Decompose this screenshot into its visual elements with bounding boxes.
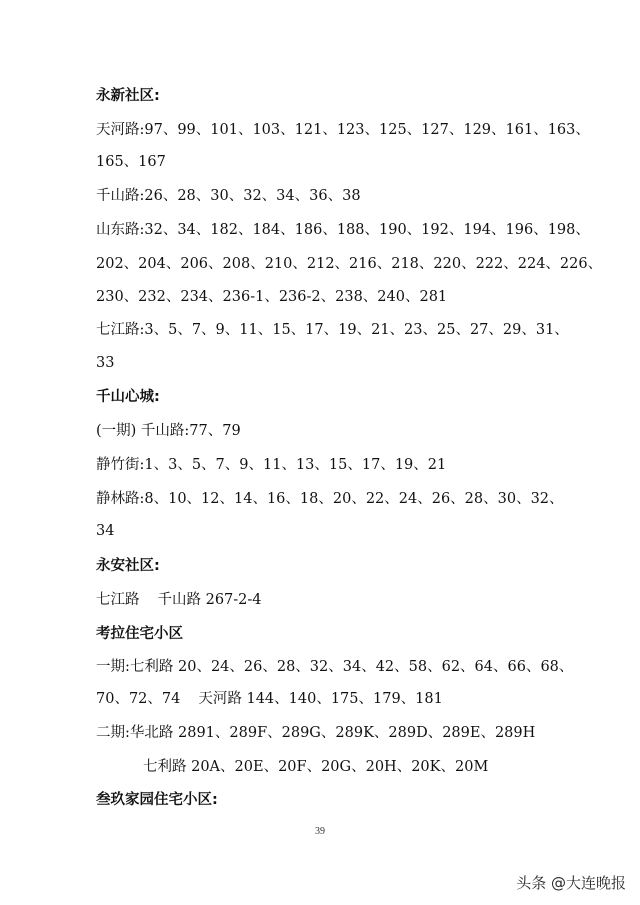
address-line: 34 <box>96 523 115 539</box>
address-line: 一期:七利路 20、24、26、28、32、34、42、58、62、64、66、68、 <box>96 659 574 675</box>
section-title-yongxin: 永新社区: <box>96 88 160 104</box>
address-line: 七江路:3、5、7、9、11、15、17、19、21、23、25、27、29、31、 <box>96 322 569 338</box>
address-line: 静林路:8、10、12、14、16、18、20、22、24、26、28、30、32、 <box>96 491 564 507</box>
page-number: 39 <box>315 826 325 837</box>
address-line: 静竹街:1、3、5、7、9、11、13、15、17、19、21 <box>96 457 447 473</box>
address-line: 山东路:32、34、182、184、186、188、190、192、194、196、198、 <box>96 222 590 238</box>
road-name: 七江路 <box>96 592 140 608</box>
address-line: 230、232、234、236-1、236-2、238、240、281 <box>96 289 448 305</box>
address-line: 33 <box>96 355 115 371</box>
road-numbers: 70、72、74 <box>96 691 181 707</box>
section-title-qianshanxincheng: 千山心城: <box>96 389 160 405</box>
address-line: 165、167 <box>96 154 166 170</box>
address-line: 七利路 20A、20E、20F、20G、20H、20K、20M <box>143 759 489 775</box>
address-line: 千山路:26、28、30、32、34、36、38 <box>96 188 361 204</box>
watermark: 头条 @大连晚报 <box>516 874 626 892</box>
address-line: 202、204、206、208、210、212、216、218、220、222、224、226、 <box>96 256 603 272</box>
road-address: 千山路 267-2-4 <box>157 592 262 608</box>
section-title-yongan: 永安社区: <box>96 558 160 574</box>
road-address: 天河路 144、140、175、179、181 <box>198 691 443 707</box>
address-line <box>96 689 443 709</box>
address-line <box>96 590 262 610</box>
section-title-kaola: 考拉住宅小区 <box>96 626 183 642</box>
address-line: 天河路:97、99、101、103、121、123、125、127、129、161、163、 <box>96 122 590 138</box>
section-title-shengjiu: 叁玖家园住宅小区: <box>96 792 218 808</box>
address-line: 二期:华北路 2891、289F、289G、289K、289D、289E、289H <box>96 725 536 741</box>
address-line: (一期) 千山路:77、79 <box>96 423 241 439</box>
